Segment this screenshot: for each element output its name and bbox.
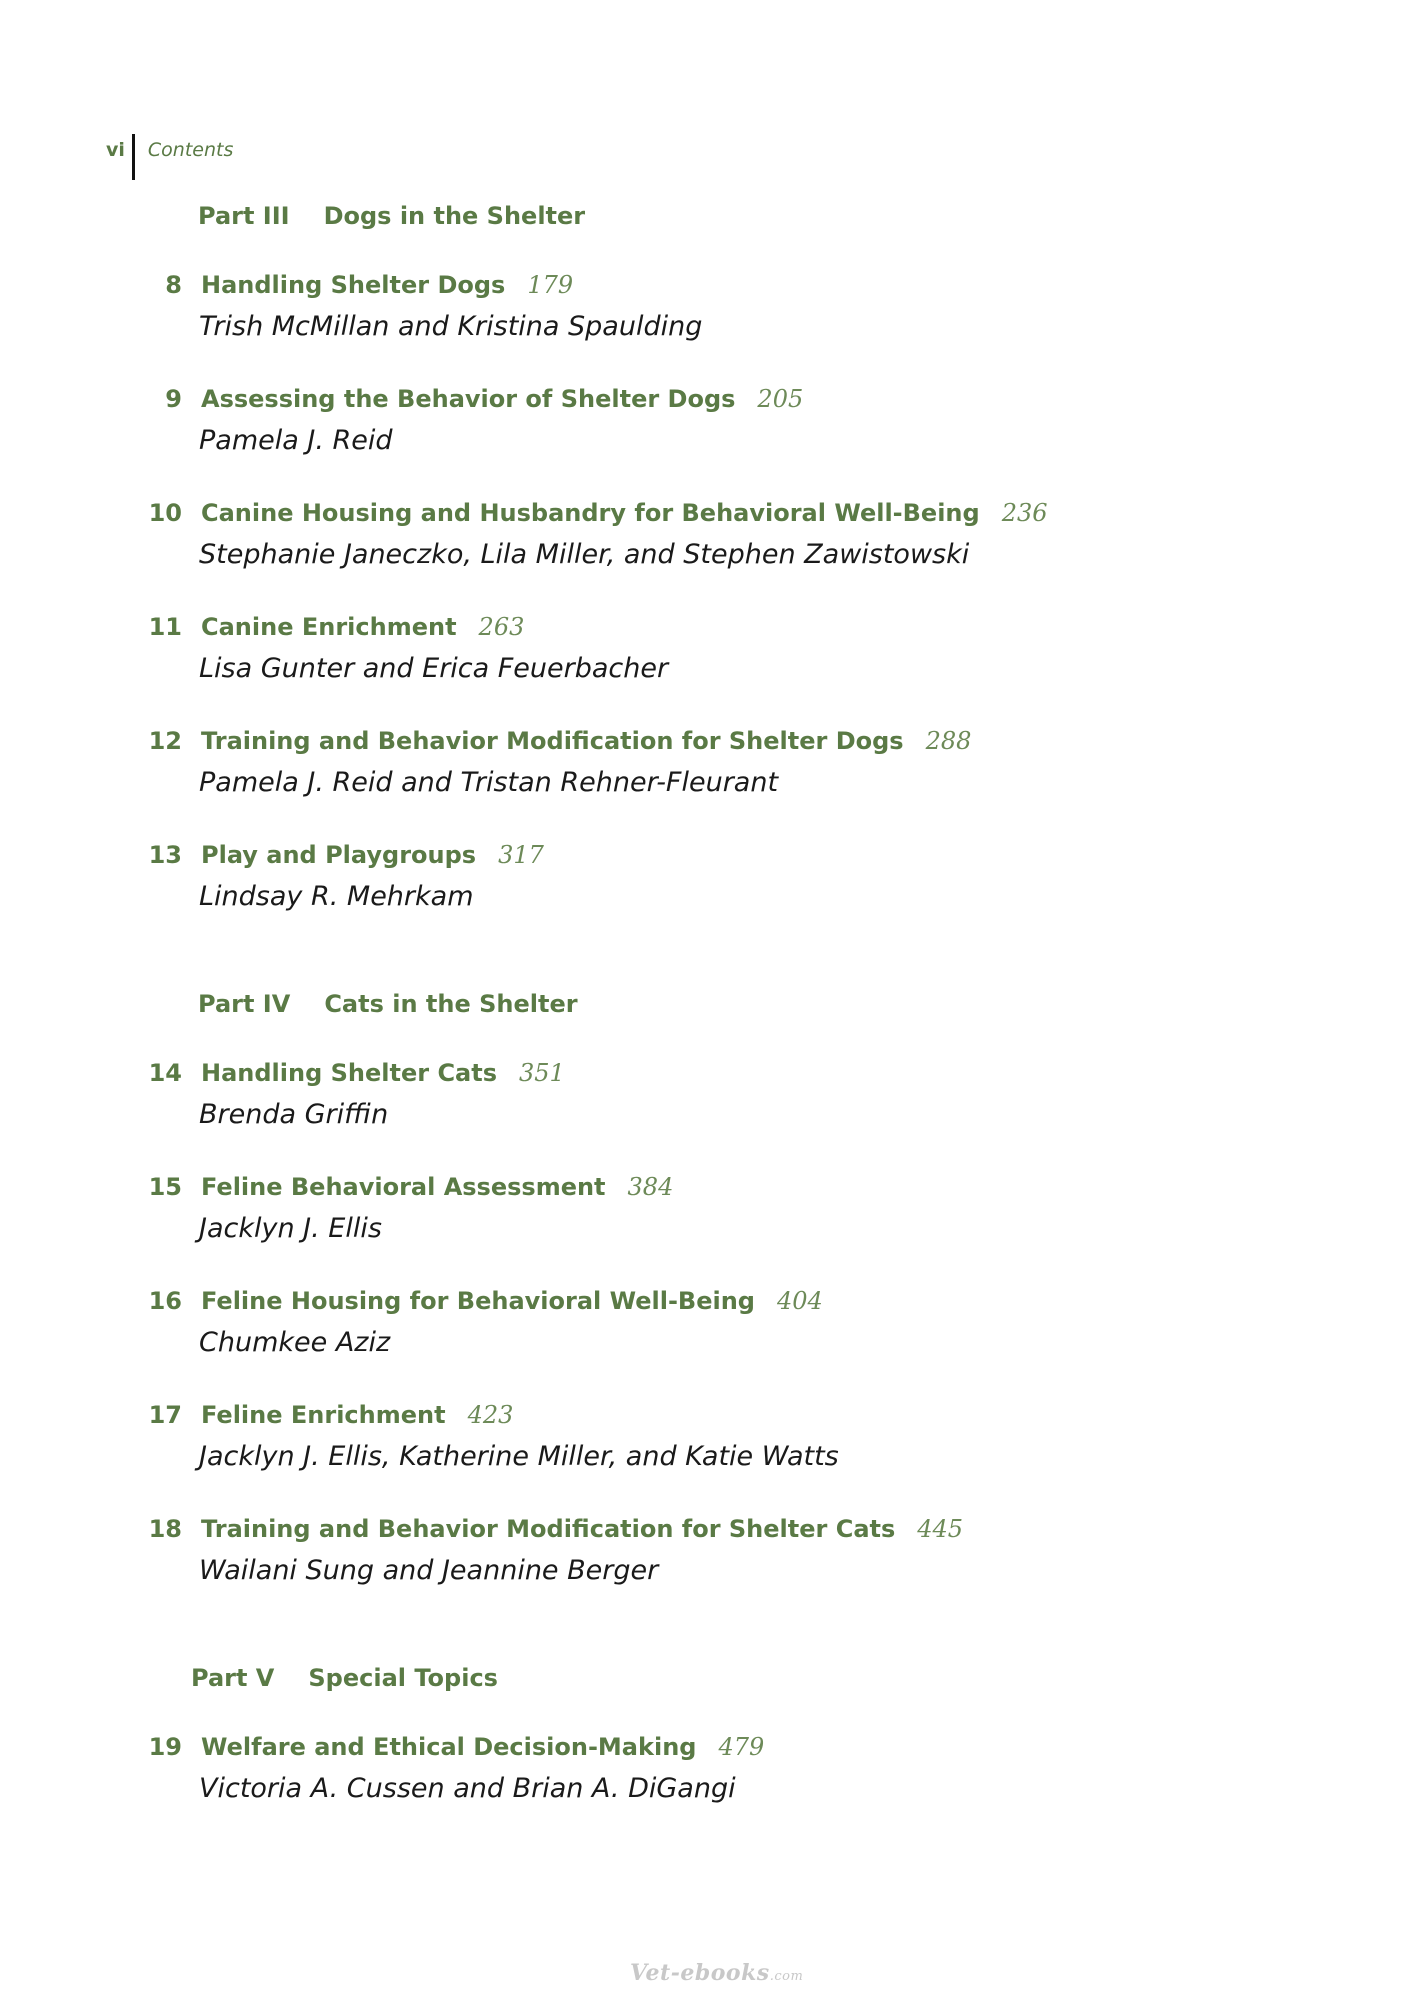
chapter-entry[interactable] bbox=[0, 1515, 1402, 1615]
chapter-number: 14 bbox=[148, 1059, 182, 1087]
chapter-title[interactable]: Assessing the Behavior of Shelter Dogs bbox=[201, 385, 736, 413]
chapter-authors: Victoria A. Cussen and Brian A. DiGangi bbox=[199, 1773, 736, 1804]
chapter-entry[interactable] bbox=[0, 613, 1402, 713]
chapter-title[interactable]: Feline Behavioral Assessment bbox=[201, 1173, 606, 1201]
chapter-number: 13 bbox=[148, 841, 182, 869]
part-label: Part III bbox=[198, 202, 290, 230]
part-label: Part IV bbox=[198, 990, 291, 1018]
chapter-entry[interactable] bbox=[0, 499, 1402, 599]
chapter-title[interactable]: Welfare and Ethical Decision-Making bbox=[201, 1733, 697, 1761]
chapter-number: 10 bbox=[148, 499, 182, 527]
chapter-title[interactable]: Training and Behavior Modification for Shelter Cats bbox=[201, 1515, 896, 1543]
part-heading bbox=[191, 1664, 498, 1692]
chapter-title[interactable]: Handling Shelter Cats bbox=[201, 1059, 498, 1087]
chapter-entry[interactable] bbox=[0, 385, 1402, 485]
chapter-number: 8 bbox=[165, 271, 182, 299]
chapter-entry[interactable] bbox=[0, 1059, 1402, 1159]
part-title: Dogs in the Shelter bbox=[323, 202, 586, 230]
page-number: vi bbox=[106, 139, 125, 161]
chapter-title[interactable]: Canine Housing and Husbandry for Behavioral Well-Being bbox=[201, 499, 980, 527]
chapter-authors: Pamela J. Reid bbox=[199, 425, 393, 456]
part-heading bbox=[198, 990, 578, 1018]
chapter-authors: Trish McMillan and Kristina Spaulding bbox=[199, 311, 703, 342]
chapter-number: 9 bbox=[165, 385, 182, 413]
chapter-number: 18 bbox=[148, 1515, 182, 1543]
chapter-page: 263 bbox=[478, 613, 525, 641]
chapter-title[interactable]: Handling Shelter Dogs bbox=[201, 271, 506, 299]
chapter-authors: Chumkee Aziz bbox=[199, 1327, 391, 1358]
chapter-authors: Jacklyn J. Ellis bbox=[199, 1213, 382, 1244]
chapter-entry[interactable] bbox=[0, 841, 1402, 941]
chapter-page: 317 bbox=[498, 841, 544, 869]
chapter-entry[interactable] bbox=[0, 1287, 1402, 1387]
chapter-authors: Lisa Gunter and Erica Feuerbacher bbox=[199, 653, 669, 684]
running-title: Contents bbox=[147, 139, 234, 161]
running-header bbox=[106, 134, 233, 182]
chapter-entry[interactable] bbox=[0, 271, 1402, 371]
chapter-authors: Pamela J. Reid and Tristan Rehner-Fleurant bbox=[199, 767, 779, 798]
chapter-authors: Brenda Griffin bbox=[199, 1099, 389, 1130]
watermark-logo bbox=[630, 1960, 803, 1986]
part-title: Special Topics bbox=[308, 1664, 498, 1692]
watermark-suffix: .com bbox=[769, 1969, 804, 1984]
chapter-number: 17 bbox=[148, 1401, 182, 1429]
chapter-page: 288 bbox=[925, 727, 972, 755]
chapter-number: 19 bbox=[148, 1733, 182, 1761]
chapter-title[interactable]: Play and Playgroups bbox=[201, 841, 477, 869]
chapter-page: 384 bbox=[627, 1173, 674, 1201]
part-title: Cats in the Shelter bbox=[324, 990, 578, 1018]
chapter-page: 236 bbox=[1001, 499, 1048, 527]
chapter-authors: Wailani Sung and Jeannine Berger bbox=[199, 1555, 659, 1586]
chapter-title[interactable]: Training and Behavior Modification for Shelter Dogs bbox=[201, 727, 904, 755]
chapter-page: 351 bbox=[519, 1059, 565, 1087]
chapter-entry[interactable] bbox=[0, 1401, 1402, 1501]
chapter-entry[interactable] bbox=[0, 1733, 1402, 1833]
chapter-number: 11 bbox=[148, 613, 182, 641]
chapter-entry[interactable] bbox=[0, 727, 1402, 827]
part-heading bbox=[198, 202, 585, 230]
chapter-entry[interactable] bbox=[0, 1173, 1402, 1273]
chapter-page: 404 bbox=[776, 1287, 823, 1315]
chapter-authors: Jacklyn J. Ellis, Katherine Miller, and Katie Watts bbox=[199, 1441, 839, 1472]
chapter-number: 12 bbox=[148, 727, 182, 755]
chapter-title[interactable]: Feline Housing for Behavioral Well-Being bbox=[201, 1287, 755, 1315]
chapter-page: 445 bbox=[917, 1515, 964, 1543]
watermark-text: Vet-ebooks bbox=[630, 1960, 770, 1986]
chapter-page: 205 bbox=[757, 385, 804, 413]
chapter-title[interactable]: Feline Enrichment bbox=[201, 1401, 446, 1429]
chapter-title[interactable]: Canine Enrichment bbox=[201, 613, 457, 641]
chapter-number: 16 bbox=[148, 1287, 182, 1315]
chapter-number: 15 bbox=[148, 1173, 182, 1201]
chapter-page: 179 bbox=[527, 271, 574, 299]
chapter-authors: Lindsay R. Mehrkam bbox=[199, 881, 474, 912]
chapter-page: 423 bbox=[467, 1401, 514, 1429]
chapter-page: 479 bbox=[718, 1733, 765, 1761]
chapter-authors: Stephanie Janeczko, Lila Miller, and Stephen Zawistowski bbox=[199, 539, 970, 570]
part-label: Part V bbox=[191, 1664, 275, 1692]
